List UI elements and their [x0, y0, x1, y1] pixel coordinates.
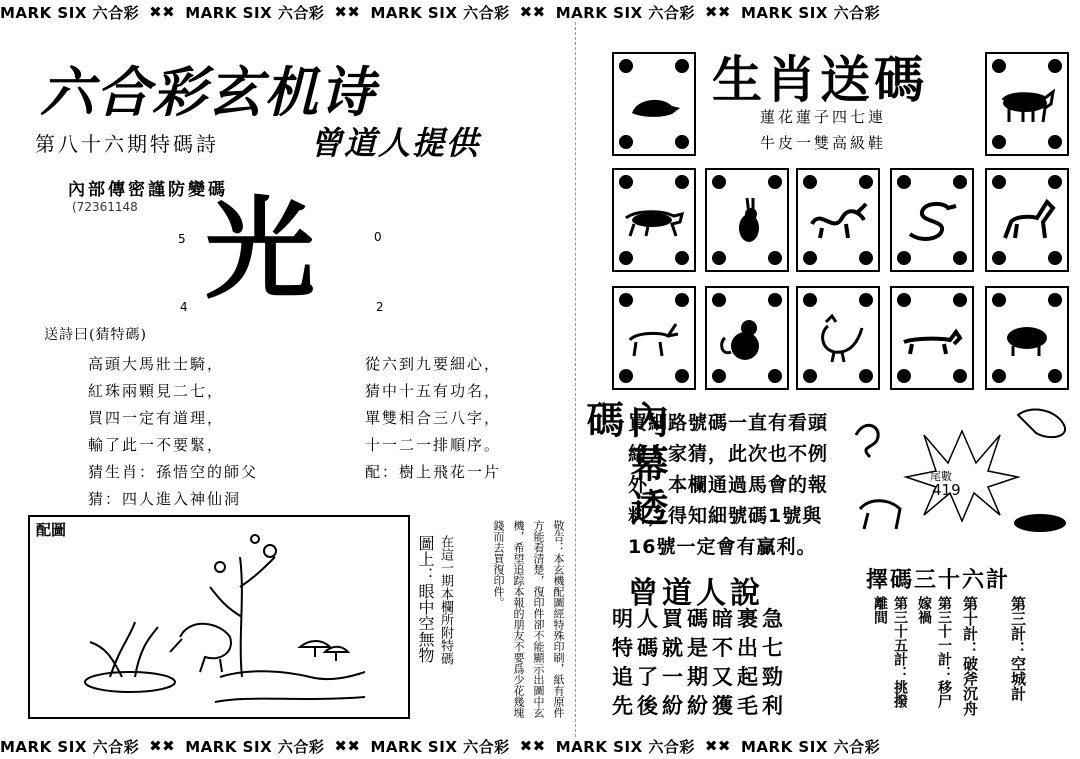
strategy-item: 第三十五計：挑撥離間 — [872, 596, 908, 708]
poem-line: 輸了此一不要緊， — [88, 436, 225, 454]
banner-text: MARK SIX 六合彩 — [741, 3, 881, 22]
strategy-item: 第三十一計：移尸嫁禍 — [916, 596, 952, 708]
illustration-box — [28, 515, 410, 719]
ox-icon — [995, 78, 1059, 130]
dog-icon — [900, 312, 964, 364]
monkey-icon — [715, 312, 779, 364]
poem-line: 高頭大馬壯士騎， — [88, 355, 225, 373]
inner-info-text: 買細路號碼一直有看頭給大家猜，此次也不例外，本欄通過馬會的報料，得知細號碼1號與16號一定會有贏利。 — [628, 412, 829, 558]
poem-line: 十一二一排順序。 — [365, 436, 502, 454]
tail-number-graphic — [850, 405, 1075, 545]
zodiac-subtitle-1: 蓮花蓮子四七連 — [760, 108, 887, 126]
zodiac-card-ox — [985, 52, 1069, 156]
rooster-icon — [806, 312, 870, 364]
zodiac-card-dog — [890, 286, 974, 390]
banner-text: MARK SIX 六合彩 — [185, 3, 325, 22]
poem-line: 猜中十五有功名， — [365, 382, 502, 400]
banner-text: MARK SIX 六合彩 — [0, 3, 140, 22]
poem-line: 猜：四人進入神仙洞 — [88, 490, 242, 508]
banner-text: MARK SIX 六合彩 — [370, 3, 510, 22]
phone-number: (72361148 — [72, 200, 138, 214]
poem-line: 配：樹上飛花一片 — [365, 463, 502, 481]
corner-number: 5 — [178, 232, 186, 246]
left-title: 六合彩玄机诗 — [40, 61, 376, 124]
dragon-icon — [806, 194, 870, 246]
inner-info-title: 內幕透碼 — [580, 400, 668, 532]
horse-icon — [995, 194, 1059, 246]
banner-text: MARK SIX 六合彩 — [555, 3, 695, 22]
poem-line: 紅珠兩顆見二七， — [88, 382, 225, 400]
center-divider — [575, 22, 576, 737]
zeng-poem — [612, 604, 787, 720]
zodiac-card-dragon — [796, 168, 880, 272]
tail-label: 尾數 — [930, 470, 952, 483]
poem-line: 猜生肖：孫悟空的師父 — [88, 463, 259, 481]
banner-text: MARK SIX 六合彩 — [555, 737, 695, 756]
corner-number: 4 — [180, 300, 188, 314]
zodiac-card-horse — [985, 168, 1069, 272]
poem-header: 送詩曰(猜特碼) — [44, 327, 147, 343]
corner-number: 2 — [376, 300, 384, 314]
banner-text: MARK SIX 六合彩 — [185, 737, 325, 756]
poem-left-column — [88, 351, 258, 513]
bottom-banner: MARK SIX 六合彩 ✖✖ MARK SIX 六合彩 ✖✖ MARK SIX 六合彩 ✖✖ MARK SIX 六合彩 ✖✖ MARK SIX 六合彩 — [0, 737, 881, 756]
illustration-label: 配圖 — [36, 521, 67, 539]
rat-icon — [622, 78, 686, 130]
zodiac-card-rabbit — [705, 168, 789, 272]
zodiac-card-goat — [612, 286, 696, 390]
zeng-poem-line: 追了一期又起勁 — [612, 664, 787, 689]
banner-text: MARK SIX 六合彩 — [741, 737, 881, 756]
zodiac-title: 生肖送碼 — [712, 51, 928, 109]
zodiac-card-pig — [985, 286, 1069, 390]
rabbit-icon — [715, 194, 779, 246]
photocopy-notice: 敬告：本玄機配圖經特殊印刷，紙有原件方能看清楚，復印件卻不能顯示出圖中玄機，希望追踪本報的朋友不要爲少花幾塊錢而去買復印件。 — [492, 520, 565, 718]
tiger-icon — [622, 194, 686, 246]
zodiac-card-rooster — [796, 286, 880, 390]
zodiac-card-monkey — [705, 286, 789, 390]
banner-text: MARK SIX 六合彩 — [370, 737, 510, 756]
strategy-title: 擇碼三十六計 — [866, 568, 1011, 593]
tail-value: 419 — [932, 481, 961, 499]
big-character: 光 — [205, 186, 315, 314]
strategy-item: 第三計：空城計 — [1009, 596, 1027, 701]
goat-icon — [622, 312, 686, 364]
provider-label: 曾道人提供 — [310, 124, 481, 162]
banner-text: MARK SIX 六合彩 — [0, 737, 140, 756]
zeng-poem-line: 特碼就是不出七 — [612, 635, 787, 660]
zodiac-card-tiger — [612, 168, 696, 272]
zeng-poem-line: 明人買碼暗裹急 — [612, 606, 787, 631]
poem-line: 單雙相合三八字， — [365, 409, 502, 427]
strategy-item: 第十計：破斧沉舟 — [961, 596, 979, 716]
zodiac-card-snake — [890, 168, 974, 272]
poem-line: 買四一定有道理， — [88, 409, 225, 427]
zeng-title: 曾道人說 — [628, 576, 764, 611]
illustration-drawing — [70, 527, 370, 712]
secret-line: 內部傳密謹防變碼 — [68, 180, 228, 200]
zodiac-subtitle-2: 牛皮一雙高級鞋 — [760, 134, 887, 152]
corner-number: 0 — [374, 230, 382, 244]
poem-right-column — [365, 351, 501, 486]
zeng-poem-line: 先後紛紛獲毛利 — [612, 693, 787, 718]
zodiac-card-rat — [612, 52, 696, 156]
snake-icon — [900, 194, 964, 246]
poem-line: 從六到九要細心， — [365, 355, 502, 373]
pig-icon — [995, 312, 1059, 364]
top-banner: MARK SIX 六合彩 ✖✖ MARK SIX 六合彩 ✖✖ MARK SIX 六合彩 ✖✖ MARK SIX 六合彩 ✖✖ MARK SIX 六合彩 — [0, 3, 881, 22]
illustration-caption-b: 圖上：眼中空無物 — [416, 535, 435, 663]
issue-label: 第八十六期特碼詩 — [35, 132, 219, 156]
illustration-caption-a: 在這一期本欄所附特碼 — [438, 535, 453, 665]
